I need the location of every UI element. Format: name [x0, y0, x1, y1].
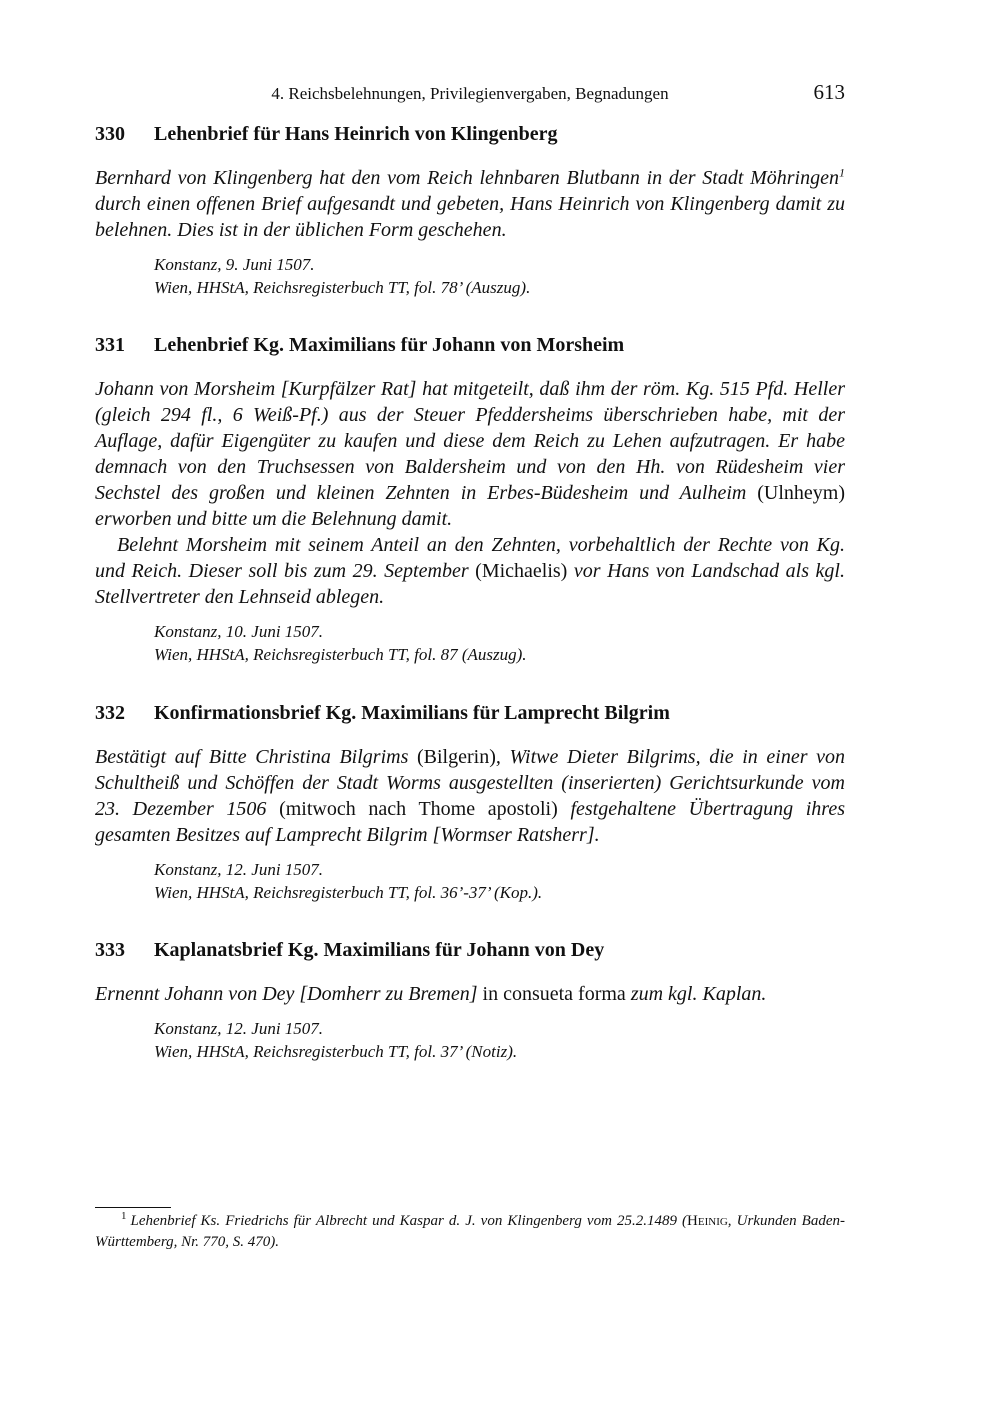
entry-regest: Bestätigt auf Bitte Christina Bilgrims (Bilgerin), Witwe Dieter Bilgrims, die in einer von Schultheiß und Schöffen der Stadt Worms ausgestellten (inserierten) Gerichtsurkunde vom 23. Dezember 1506 (mitwoch nach Thome apostoli) festgehaltene Übertragung ihres gesamten Besitzes auf Lamprecht Bilgrim [Wormser Ratsherr]. — [95, 746, 846, 846]
entry-heading — [95, 937, 845, 963]
entry-330 — [95, 121, 845, 299]
footnote: $^1$ Lehenbrief Ks. Friedrichs für Albrecht und Kaspar d. J. von Klingenberg vom 25.2.1489 (Heinig, Urkunden Baden-Württemberg, Nr. 770, S. 470). — [95, 1210, 845, 1250]
footnote-divider — [95, 1207, 171, 1208]
entry-source: Wien, HHStA, Reichsregisterbuch TT, fol. 87 (Auszug). — [154, 645, 527, 664]
entry-citation — [154, 620, 845, 666]
entry-title: Konfirmationsbrief Kg. Maximilians für Lamprecht Bilgrim — [154, 702, 670, 724]
entry-heading — [95, 700, 845, 726]
running-title: 4. Reichsbelehnungen, Privilegienvergaben, Begnadungen — [271, 84, 669, 103]
footnote-reference[interactable]: 1 — [839, 165, 845, 180]
entry-date: Konstanz, 12. Juni 1507. — [154, 1019, 324, 1038]
entry-regest-decision: Belehnt Morsheim mit seinem Anteil an den Zehnten, vorbehaltlich der Rechte von Kg. und Reich. Dieser soll bis zum 29. September (Michaelis) vor Hans von Landschad als kgl. Stellvertreter den Lehnseid ablegen. — [95, 534, 845, 608]
entry-regest: Johann von Morsheim [Kurpfälzer Rat] hat mitgeteilt, daß ihm der röm. Kg. 515 Pfd. Heller (gleich 294 fl., 6 Weiß-Pf.) aus der Steuer Pfeddersheims überschrieben habe, mit der Auflage, dafür Eigengüter zu kaufen und diese dem Reich zu Lehen aufzutragen. Er habe demnach von den Truchsessen von Baldersheim und von den Hh. von Rüdesheim vier Sechstel des großen und kleinen Zehnten in Erbes-Büdesheim und Aulheim (Ulnheym) erworben und bitte um die Belehnung damit. — [95, 378, 845, 530]
footnote-mark: 1 — [121, 1210, 127, 1222]
entry-citation — [154, 858, 845, 904]
entry-331 — [95, 332, 845, 666]
entry-source: Wien, HHStA, Reichsregisterbuch TT, fol. 78’ (Auszug). — [154, 278, 531, 297]
entry-number: 330 — [95, 123, 125, 145]
entry-number: 333 — [95, 939, 125, 961]
entry-regest: Bernhard von Klingenberg hat den vom Reich lehnbaren Blutbann in der Stadt Möhringen$^1$ durch einen offenen Brief aufgesandt und gebeten, Hans Heinrich von Klingenberg damit zu belehnen. Dies ist in der üblichen Form geschehen. — [95, 165, 845, 241]
entry-source: Wien, HHStA, Reichsregisterbuch TT, fol. 37’ (Notiz). — [154, 1042, 518, 1061]
entry-number: 331 — [95, 334, 125, 356]
footnote-author: Heinig — [687, 1213, 728, 1229]
entry-citation — [154, 253, 845, 299]
page-number: 613 — [813, 80, 845, 104]
entry-332 — [95, 700, 845, 904]
entry-title: Kaplanatsbrief Kg. Maximilians für Johann von Dey — [154, 939, 605, 961]
entry-date: Konstanz, 9. Juni 1507. — [154, 255, 315, 274]
entry-heading — [95, 332, 845, 358]
entry-source: Wien, HHStA, Reichsregisterbuch TT, fol. 36’-37’ (Kop.). — [154, 883, 543, 902]
page-header — [95, 80, 845, 108]
entry-title: Lehenbrief Kg. Maximilians für Johann von Morsheim — [154, 334, 625, 356]
entry-citation — [154, 1017, 845, 1063]
entry-date: Konstanz, 12. Juni 1507. — [154, 860, 324, 879]
entry-title: Lehenbrief für Hans Heinrich von Klingenberg — [154, 123, 558, 145]
entry-date: Konstanz, 10. Juni 1507. — [154, 622, 324, 641]
entry-333 — [95, 937, 845, 1063]
entry-heading — [95, 121, 845, 147]
entry-regest: Ernennt Johann von Dey [Domherr zu Bremen] in consueta forma zum kgl. Kaplan. — [95, 983, 767, 1005]
entry-number: 332 — [95, 702, 125, 724]
